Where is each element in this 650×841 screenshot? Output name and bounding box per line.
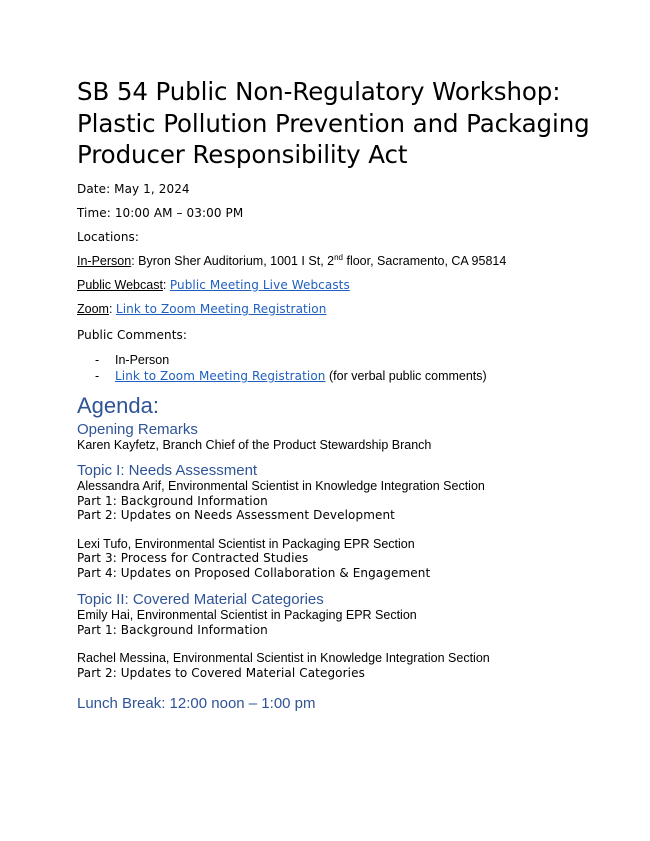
list-dash: - [95,368,100,383]
location-in-person [77,254,597,269]
in-person-floor-suffix: nd [334,252,343,262]
list-item [77,352,597,368]
lunch-break-heading: Lunch Break: 12:00 noon – 1:00 pm [77,695,316,712]
webcast-link[interactable]: Public Meeting Live Webcasts [169,277,350,292]
page-title: SB 54 Public Non-Regulatory Workshop: Plastic Pollution Prevention and Packaging Producer Responsibility Act [77,77,590,169]
locations-label: Locations: [77,229,140,244]
topic1-part4: Part 4: Updates on Proposed Collaboration & Engagement [77,565,431,580]
topic1-heading: Topic I: Needs Assessment [77,462,258,479]
document-content [77,76,597,712]
in-person-address: : Byron Sher Auditorium, 1001 I St, 2 [131,253,335,268]
webcast-separator: : [162,277,170,292]
event-time: Time: 10:00 AM – 03:00 PM [77,205,244,220]
topic1-part2: Part 2: Updates on Needs Assessment Development [77,508,395,522]
opening-speaker: Karen Kayfetz, Branch Chief of the Product Stewardship Branch [77,437,432,452]
topic1-speaker1: Alessandra Arif, Environmental Scientist in Knowledge Integration Section [77,479,485,493]
opening-remarks-heading: Opening Remarks [77,420,198,438]
location-zoom [77,302,597,317]
comment-zoom-link[interactable]: Link to Zoom Meeting Registration [115,368,326,383]
public-comments-label: Public Comments: [77,327,188,342]
topic1-part3: Part 3: Process for Contracted Studies [77,551,309,565]
topic2-part1: Part 1: Background Information [77,622,268,637]
topic2-speaker2: Rachel Messina, Environmental Scientist in Knowledge Integration Section [77,651,490,665]
agenda-heading: Agenda: [77,392,159,418]
location-webcast [77,278,597,293]
zoom-label: Zoom [77,301,109,316]
list-item [77,368,597,384]
zoom-registration-link[interactable]: Link to Zoom Meeting Registration [115,301,327,316]
in-person-label: In-Person [77,253,132,268]
topic2-heading: Topic II: Covered Material Categories [77,591,324,608]
zoom-separator: : [108,301,116,316]
topic2-speaker1: Emily Hai, Environmental Scientist in Packaging EPR Section [77,608,417,622]
public-comments-list [77,352,597,384]
topic1-speaker2: Lexi Tufo, Environmental Scientist in Packaging EPR Section [77,536,415,551]
topic2-part2: Part 2: Updates to Covered Material Categories [77,665,365,680]
event-date: Date: May 1, 2024 [77,181,190,196]
topic1-part1: Part 1: Background Information [77,493,268,508]
comment-zoom-suffix: (for verbal public comments) [325,368,487,383]
in-person-address-rest: floor, Sacramento, CA 95814 [343,253,507,268]
webcast-label: Public Webcast [77,277,163,292]
list-dash: - [95,352,100,367]
comment-in-person: In-Person [115,352,170,367]
